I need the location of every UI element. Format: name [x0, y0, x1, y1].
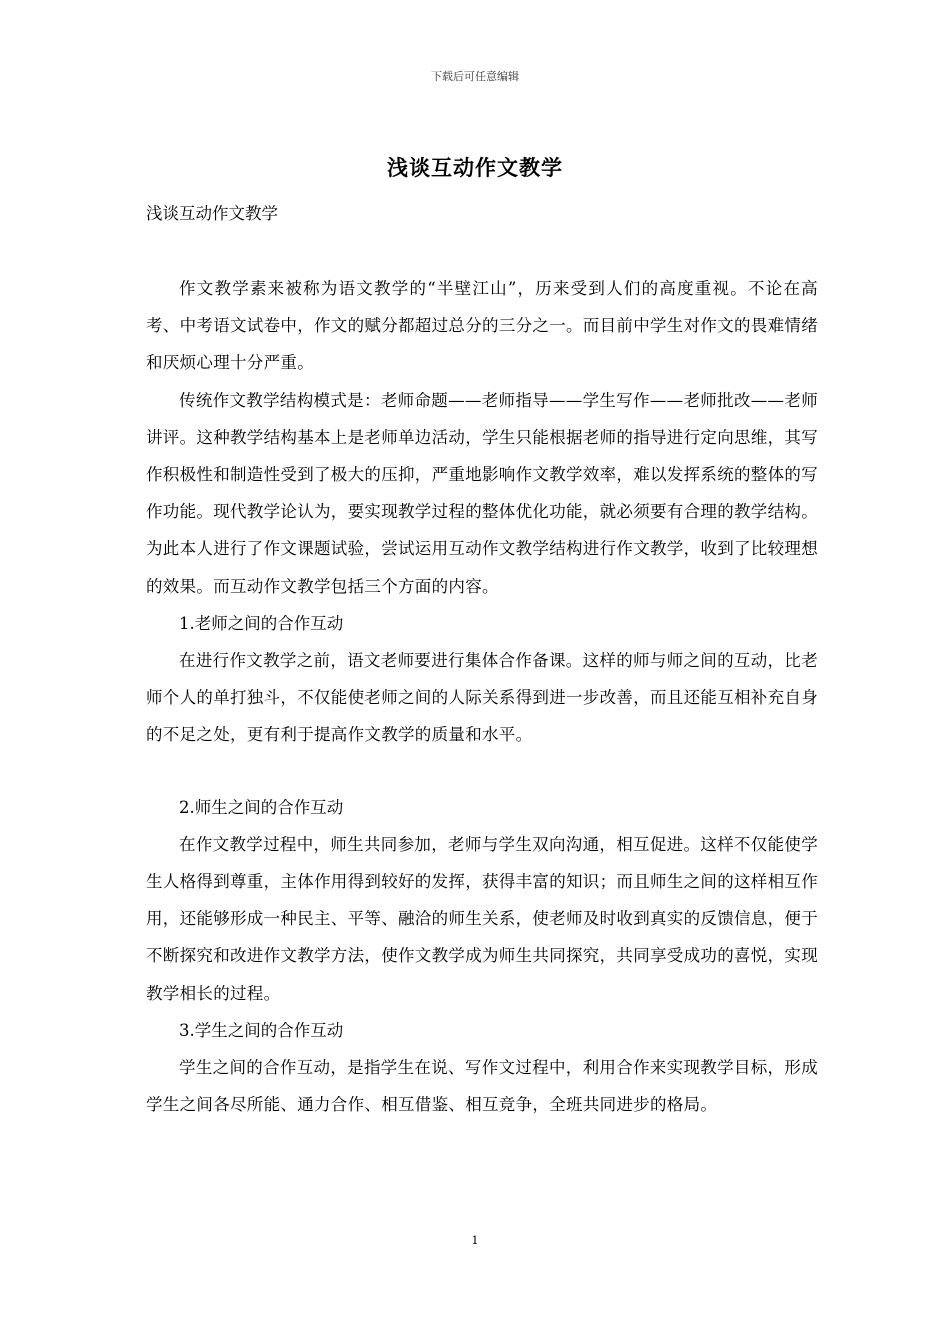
document-body	[146, 196, 818, 1123]
document-title: 浅谈互动作文教学	[387, 155, 563, 180]
blank-line	[146, 754, 818, 789]
section-body-teachers: 在进行作文教学之前，语文老师要进行集体合作备课。这样的师与师之间的互动，比老师个人的单打独斗，不仅能使老师之间的人际关系得到进一步改善，而且还能互相补充自身的不足之处，更有利于提高作文教学的质量和水平。	[146, 651, 818, 745]
document-subtitle: 浅谈互动作文教学	[146, 204, 278, 223]
structure-paragraph: 传统作文教学结构模式是：老师命题——老师指导——学生写作——老师批改——老师讲评。这种教学结构基本上是老师单边活动，学生只能根据老师的指导进行定向思维，其写作积极性和制造性受到了极大的压抑，严重地影响作文教学效率，难以发挥系统的整体的写作功能。现代教学论认为，要实现教学过程的整体优化功能，就必须要有合理的教学结构。为此本人进行了作文课题试验，尝试运用互动作文教学结构进行作文教学，收到了比较理想的效果。而互动作文教学包括三个方面的内容。	[146, 390, 818, 596]
intro-paragraph: 作文教学素来被称为语文教学的“半壁江山”，历来受到人们的高度重视。不论在高考、中考语文试卷中，作文的赋分都超过总分的三分之一。而目前中学生对作文的畏难情绪和厌烦心理十分严重。	[146, 279, 818, 373]
section-heading-students: 3.学生之间的合作互动	[179, 1020, 344, 1040]
section-body-teacher-student: 在作文教学过程中，师生共同参加，老师与学生双向沟通，相互促进。这样不仅能使学生人格得到尊重，主体作用得到较好的发挥，获得丰富的知识；而且师生之间的这样相互作用，还能够形成一种民主、平等、融洽的师生关系，使老师及时收到真实的反馈信息，便于不断探究和改进作文教学方法，使作文教学成为师生共同探究，共同享受成功的喜悦，实现教学相长的过程。	[146, 834, 818, 1003]
section-heading-teachers: 1.老师之间的合作互动	[179, 613, 344, 633]
section-body-students: 学生之间的合作互动，是指学生在说、写作文过程中，利用合作来实现教学目标，形成学生之间各尽所能、通力合作、相互借鉴、相互竞争，全班共同进步的格局。	[146, 1058, 818, 1115]
section-heading-teacher-student: 2.师生之间的合作互动	[179, 797, 344, 817]
blank-line	[146, 232, 818, 270]
header-note: 下载后可任意编辑	[431, 70, 519, 83]
page-number: 1	[471, 1234, 479, 1247]
